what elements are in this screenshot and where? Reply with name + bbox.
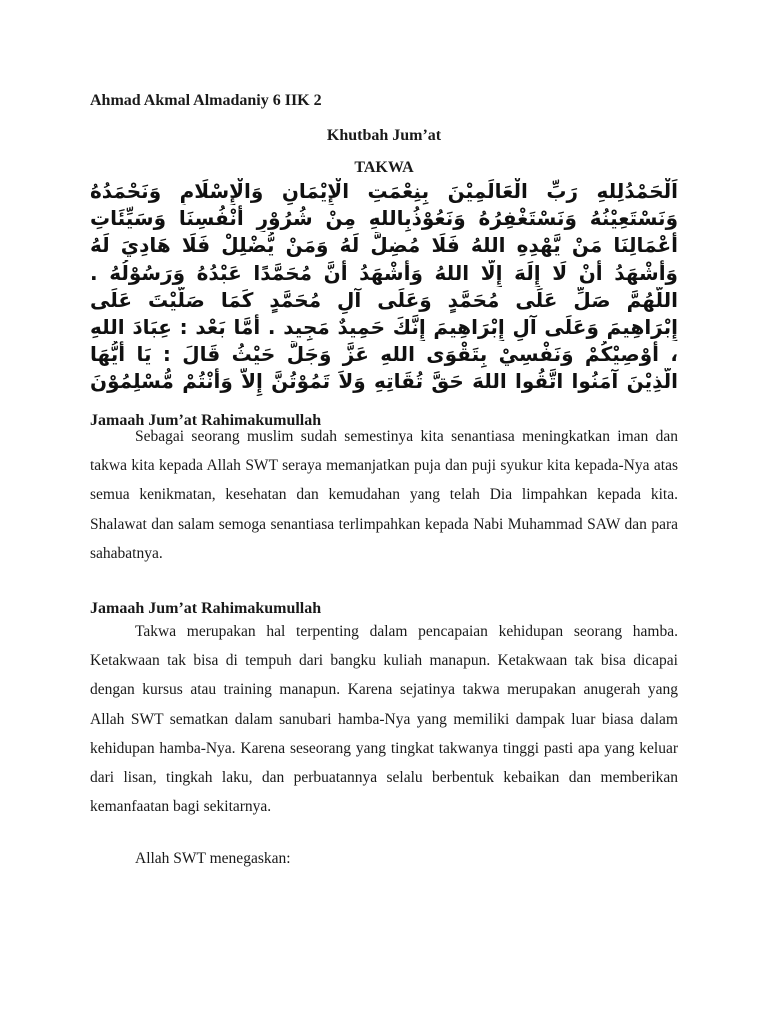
document-subtitle: TAKWA (354, 159, 414, 176)
document-title: Khutbah Jum’at (326, 127, 442, 144)
section-paragraph: Takwa merupakan hal terpenting dalam pencapaian kehidupan seorang hamba. Ketakwaan tak bisa di tempuh dari bangku kuliah manapun. Ketakwaan tak bisa dicapai dengan kursus atau training manapun. Karena sejatinya takwa merupakan anugerah yang Allah SWT sematkan dalam sanubari hamba-Nya yang memiliki dampak luar biasa dalam kehidupan hamba-Nya. Karena seseorang yang tingkat takwanya tinggi pasti apa yang keluar dari lisan, tingkah laku, dan perbuatannya selalu berbentuk kebaikan dan memberikan kemanfaatan bagi sekitarnya. (90, 623, 678, 816)
section-paragraph: Sebagai seorang muslim sudah semestinya kita senantiasa meningkatkan iman dan takwa kita kepada Allah SWT seraya memanjatkan puja dan puji syukur kita kepada-Nya atas semua kenikmatan, kesehatan dan kemudahan yang telah Dia limpahkan kepada kita. Shalawat dan salam semoga senantiasa terlimpahkan kepada Nabi Muhammad SAW dan para sahabatnya. (90, 428, 678, 562)
arabic-opening-text (90, 178, 678, 396)
closing-line: Allah SWT menegaskan: (135, 850, 291, 867)
arabic-line: الَّذِيْنَ آمَنُوا اتَّقُوا اللهَ حَقَّ تُقَاتِهِ وَلاَ تَمُوْتُنَّ إِلاَّ وَأَنْتُمْ مُّسْلِمُوْنَ (90, 369, 678, 394)
arabic-line: وَنَسْتَعِيْنُهُ وَنَسْتَغْفِرُهُ وَنَعُوْذُبِاللهِ مِنْ شُرُوْرِ أَنْفُسِنَا وَسَيِّئَاتِ (90, 206, 678, 231)
arabic-line: أَعْمَالِنَا مَنْ يَّهْدِهِ اللهُ فَلَا مُضِلَّ لَهُ وَمَنْ يُّضْلِلْ فَلَا هَادِيَ لَهُ (90, 233, 678, 258)
arabic-line: اللَّهُمَّ صَلِّ عَلَى مُحَمَّدٍ وَعَلَى آلِ مُحَمَّدٍ كَمَا صَلَّيْتَ عَلَى (90, 287, 678, 312)
arabic-line: ، أُوْصِيْكُمْ وَنَفْسِيْ بِتَقْوَى اللهِ عَزَّ وَجَلَّ حَيْثُ قَالَ : يَا أَيُّهَا (90, 342, 678, 367)
arabic-line: إِبْرَاهِيمَ وَعَلَى آلِ إِبْرَاهِيمَ إِنَّكَ حَمِيدٌ مَجِيد . أَمَّا بَعْد : عِبَادَ اللهِ (90, 314, 678, 339)
arabic-line: اَلْحَمْدُلِلهِ رَبِّ الْعَالَمِيْنَ بِنِعْمَتِ الْإِيْمَانِ وَالْإِسْلَامِ وَنَحْمَدُهُ (90, 179, 678, 203)
section-heading: Jamaah Jum’at Rahimakumullah (90, 600, 322, 617)
author-line: Ahmad Akmal Almadaniy 6 IIK 2 (90, 92, 322, 109)
section-heading: Jamaah Jum’at Rahimakumullah (90, 412, 322, 429)
arabic-line: وَأَشْهَدُ أَنْ لَا إِلَهَ إِلَّا اللهُ وَأَشْهَدُ أَنَّ مُحَمَّدًا عَبْدُهُ وَرَسُوْلُهُ . (90, 260, 678, 285)
